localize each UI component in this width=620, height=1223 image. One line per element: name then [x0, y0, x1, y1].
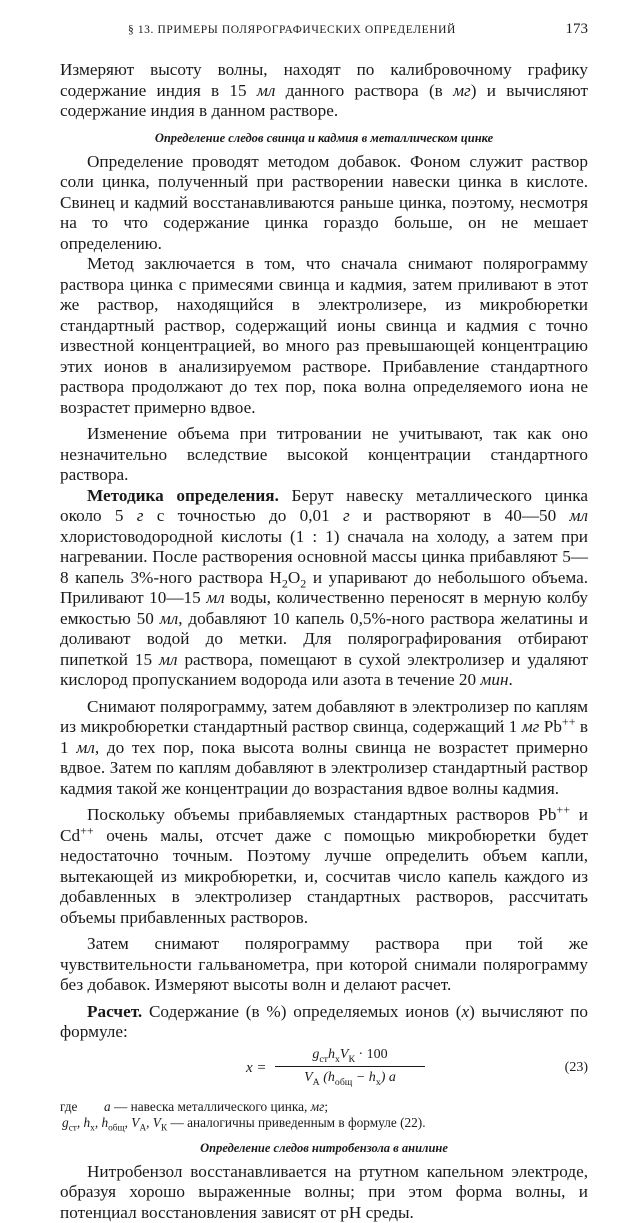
formula-legend	[60, 1099, 588, 1132]
paragraph-second-polarogram: Затем снимают полярограмму раствора при той же чувствительности гальванометра, при которой снимали полярограмму без добавок. Измеряют высоты волн и делают расчет.	[60, 934, 588, 996]
paragraph-method-description: Метод заключается в том, что сначала снимают полярограмму раствора цинка с примесями свинца и кадмия, затем приливают в этот же раствор, находящийся в электролизере, из микробюретки стандартный раствор, содержащий ионы свинца и кадмия с точно известной концентрацией, во много раз превышающей концентрацию этих ионов в анализируемом растворе. Прибавление стандартного раствора продолжают до тех пор, пока волна определяемого иона не возрастет примерно вдвое.	[60, 254, 588, 418]
formula-denominator: $V_A$ $(h_{общ} - h_x)$ a	[275, 1067, 425, 1086]
page-body	[60, 60, 588, 1223]
page-header	[60, 16, 588, 46]
formula-lhs: x =	[246, 1060, 267, 1077]
legend-line-2: $g_{ст}$, $h_x$, $h_{общ}$, $V_A$, $V_К$ — аналогичны приведенным в формуле (22).	[60, 1115, 588, 1132]
paragraph-drop-volume: Поскольку объемы прибавляемых стандартных растворов Pb++ и Cd++ очень малы, отсчет даже с помощью микробюретки будет недостаточно точным. Поэтому лучше определить объем капли, вытекающей из микробюретки, и, сосчитав число капель каждого из добавленных в электролизер стандартных растворов, рассчитать объемы прибавленных растворов.	[60, 805, 588, 928]
equation-number: (23)	[565, 1060, 588, 1076]
formula-23	[60, 1047, 588, 1099]
legend-line-1: где a — навеска металлического цинка, мг;	[60, 1099, 588, 1116]
paragraph-nitrobenzene: Нитробензол восстанавливается на ртутном капельном электроде, образуя хорошо выраженные волны; при этом форма волны, и потенциал восстановления зависят от pH среды.	[60, 1162, 588, 1223]
calculation-heading: Расчет.	[87, 1002, 142, 1021]
section-title-lead-cadmium: Определение следов свинца и кадмия в металлическом цинке	[60, 131, 588, 145]
procedure-heading: Методика определения.	[87, 486, 279, 505]
paragraph-calculation: Расчет. Содержание (в %) определяемых ионов (x) вычисляют по формуле:	[60, 1002, 588, 1043]
section-title-nitrobenzene: Определение следов нитробензола в анилине	[60, 1141, 588, 1155]
intro-paragraph: Измеряют высоту волны, находят по калибровочному графику содержание индия в 15 мл данного раствора (в мг) и вычисляют содержание индия в данном растворе.	[60, 60, 588, 122]
paragraph-volume-change: Изменение объема при титровании не учитывают, так как оно незначительно вследствие высокой концентрации стандартного раствора.	[60, 424, 588, 486]
page-number: 173	[566, 21, 589, 38]
paragraph-polarogram-lead: Снимают полярограмму, затем добавляют в электролизер по каплям из микробюретки стандартный раствор свинца, содержащий 1 мг Pb++ в 1 мл, до тех пор, пока высота волны свинца не возрастет примерно вдвое. Затем по каплям добавляют в электролизер стандартный раствор кадмия такой же концентрации до возрастания вдвое волны кадмия.	[60, 697, 588, 800]
formula-fraction	[275, 1047, 425, 1086]
formula-numerator: $g_{ст}h_xV_К \cdot 100$	[275, 1047, 425, 1067]
paragraph-method-basis: Определение проводят методом добавок. Фоном служит раствор соли цинка, полученный при растворении навески цинка в кислоте. Свинец и кадмий восстанавливаются раньше цинка, поэтому, несмотря на то что содержание цинка гораздо больше, он не мешает определению.	[60, 152, 588, 255]
paragraph-procedure: Методика определения. Берут навеску металлического цинка около 5 г с точностью до 0,01 г и растворяют в 40—50 мл хлористоводородной кислоты (1 : 1) сначала на холоду, а затем при нагревании. После растворения основной массы цинка прибавляют 5—8 капель 3%-ного раствора $H_2O_2$ и упаривают до небольшого объема. Приливают 10—15 мл воды, количественно переносят в мерную колбу емкостью 50 мл, добавляют 10 капель 0,5%-ного раствора желатины и доливают водой до метки. Для полярографирования отбирают пипеткой 15 мл раствора, помещают в сухой электролизер и удаляют кислород пропусканием водорода или азота в течение 20 мин.	[60, 486, 588, 691]
running-head: § 13. ПРИМЕРЫ ПОЛЯРОГРАФИЧЕСКИХ ОПРЕДЕЛЕНИЙ	[128, 24, 456, 36]
